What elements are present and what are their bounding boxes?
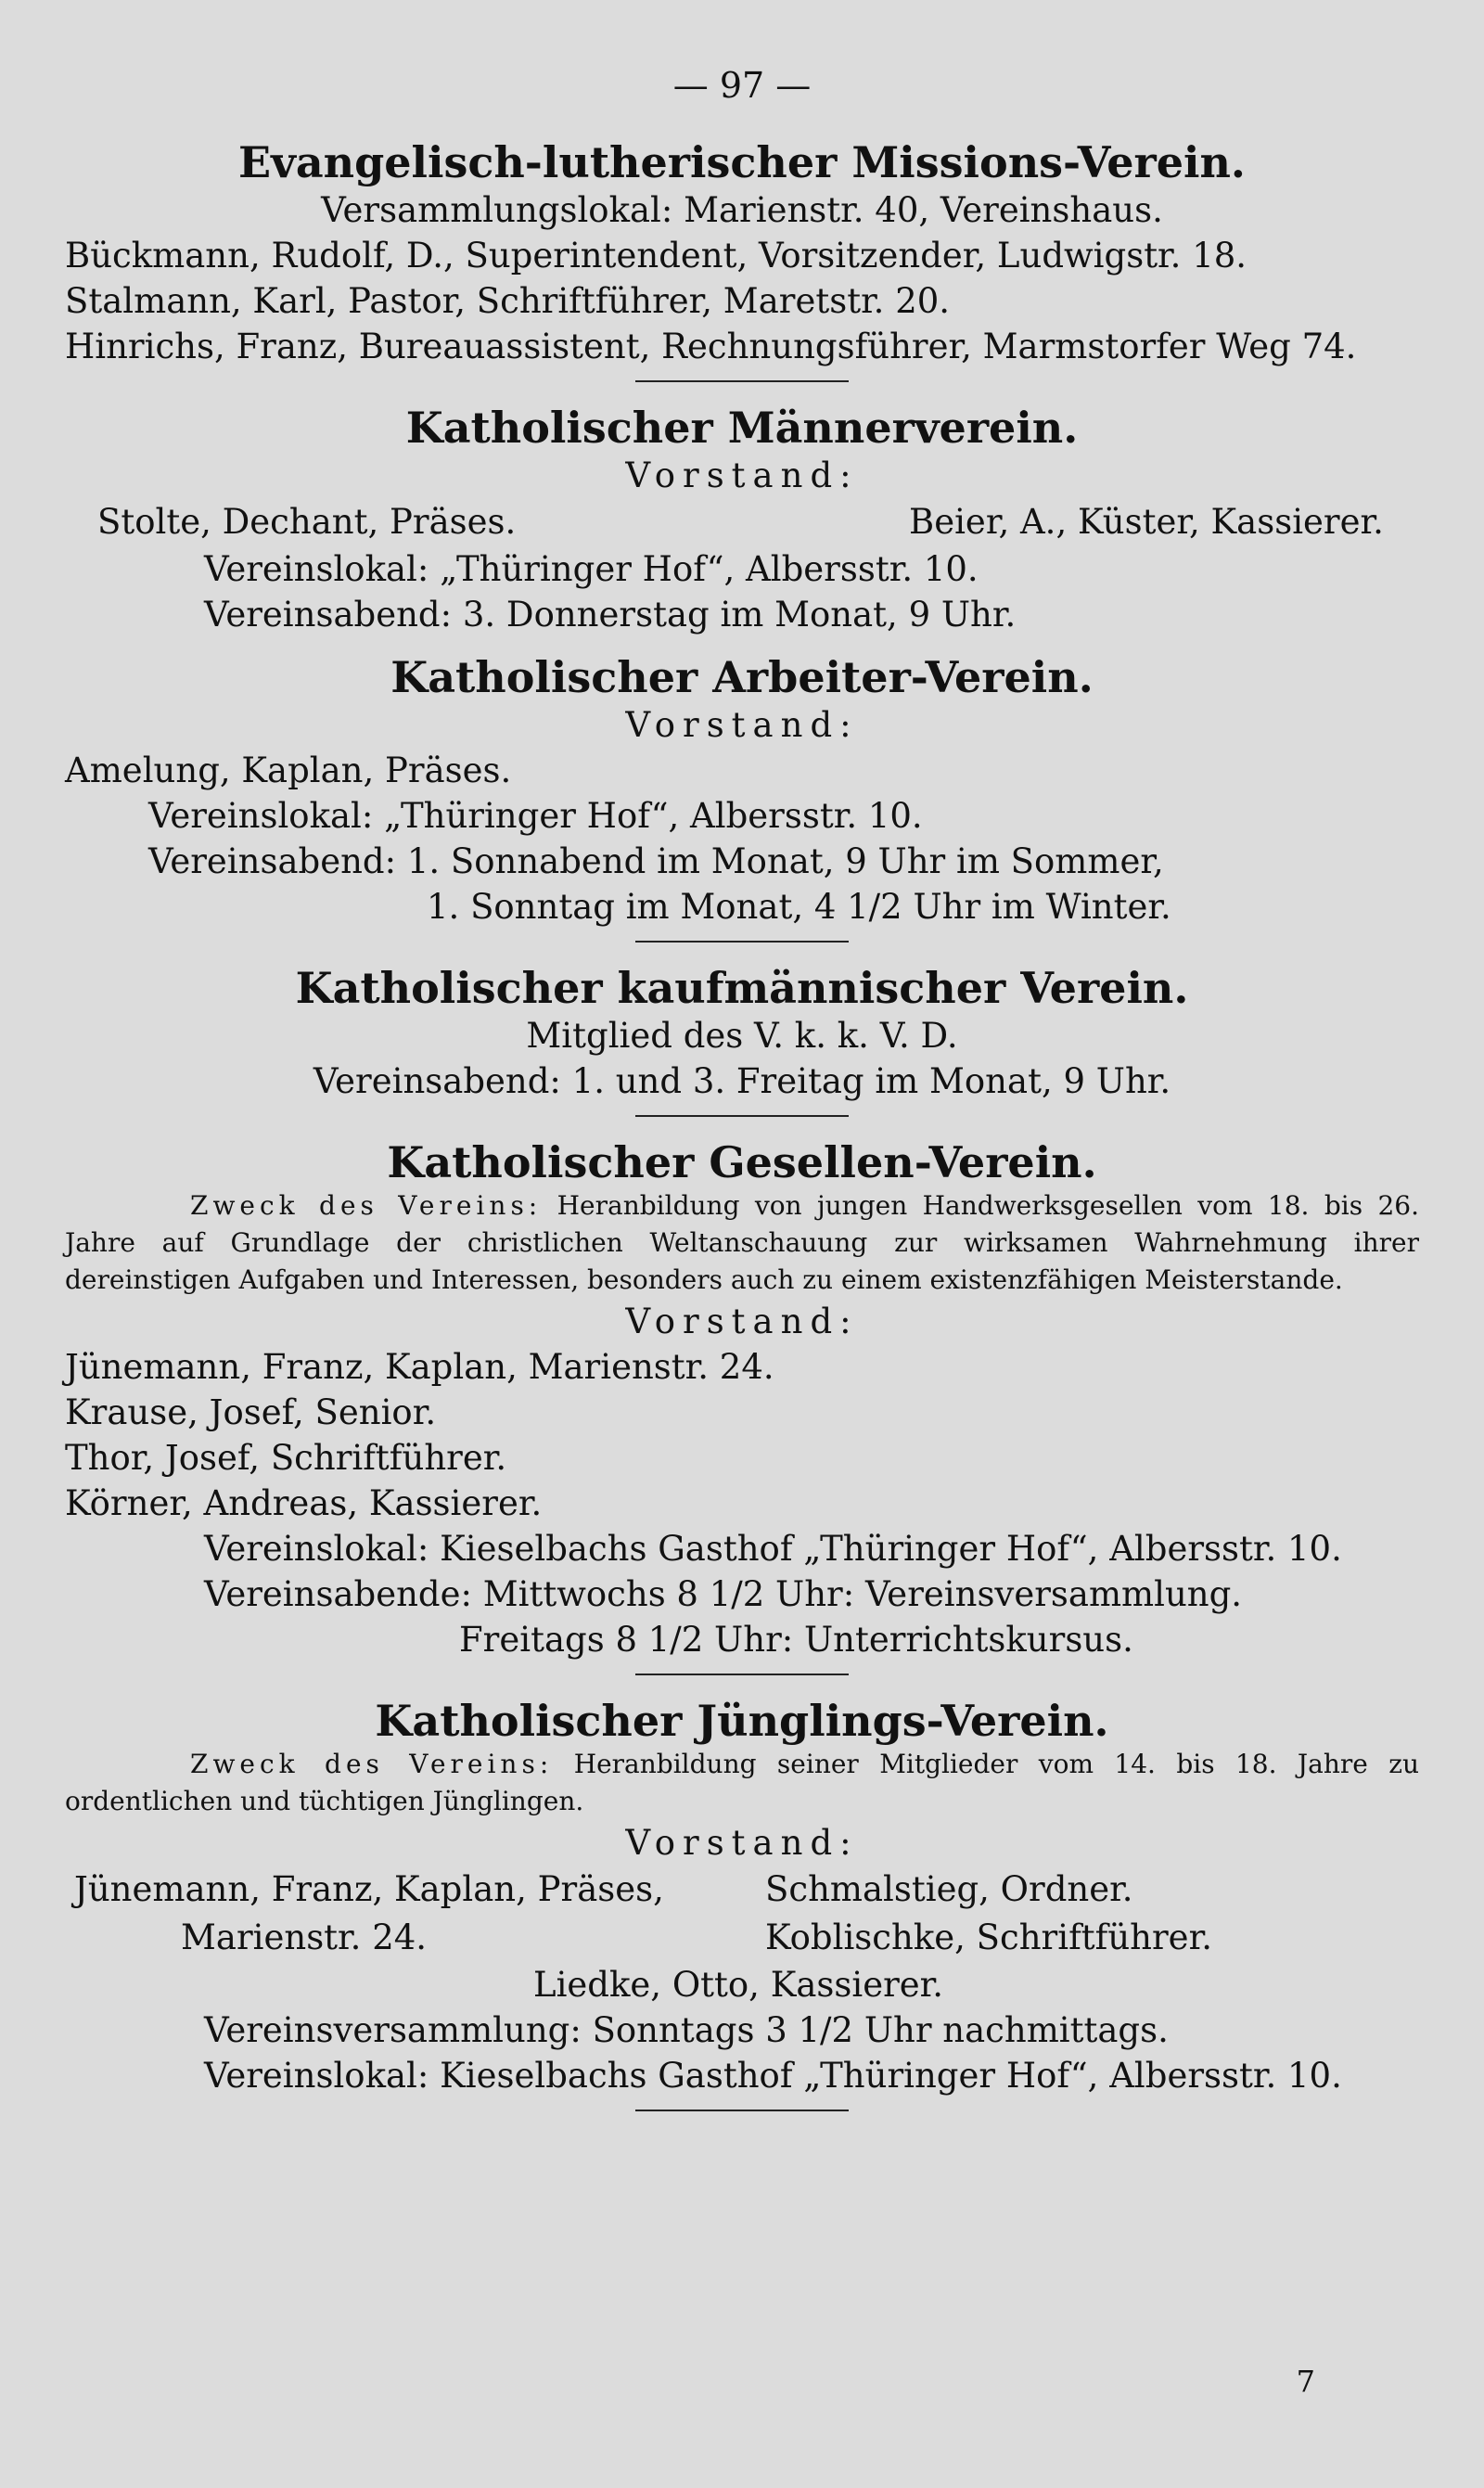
board-member: Jünemann, Franz, Kaplan, Präses,: [74, 1869, 664, 1909]
section-divider: [635, 380, 849, 382]
board-member: Liedke, Otto, Kassierer.: [533, 1965, 944, 2005]
section-divider: [635, 1674, 849, 1675]
section-katholischer-maennerverein: [65, 403, 1419, 637]
section-katholischer-juenglings-verein: [65, 1696, 1419, 2098]
section-title: Katholischer Jünglings-Verein.: [375, 1696, 1109, 1746]
meeting-time: Vereinsversammlung: Sonntags 3 1/2 Uhr nachmittags.: [204, 2010, 1169, 2050]
section-katholischer-kaufmaennischer-verein: [65, 963, 1419, 1104]
board-member: Thor, Josef, Schriftführer.: [65, 1438, 507, 1478]
membership: Mitglied des V. k. k. V. D.: [526, 1016, 958, 1056]
venue: Vereinslokal: Kieselbachs Gasthof „Thüringer Hof“, Albersstr. 10.: [204, 2056, 1342, 2096]
section-title: Katholischer kaufmännischer Verein.: [295, 963, 1189, 1013]
venue: Vereinslokal: „Thüringer Hof“, Albersstr. 10.: [204, 549, 979, 589]
board-member: Stolte, Dechant, Präses.: [97, 502, 517, 542]
board-label: Vorstand:: [625, 1302, 859, 1341]
member-line: Stalmann, Karl, Pastor, Schriftführer, Maretstr. 20.: [65, 281, 951, 321]
venue: Vereinslokal: Kieselbachs Gasthof „Thüringer Hof“, Albersstr. 10.: [204, 1529, 1342, 1569]
section-divider: [635, 1115, 849, 1117]
board-member: Amelung, Kaplan, Präses.: [65, 750, 512, 790]
venue: Vereinslokal: „Thüringer Hof“, Albersstr. 10.: [148, 796, 923, 836]
purpose-paragraph: [65, 1187, 1419, 1299]
section-title: Katholischer Gesellen-Verein.: [387, 1137, 1097, 1187]
board-member: Jünemann, Franz, Kaplan, Marienstr. 24.: [65, 1347, 774, 1387]
section-divider: [635, 2110, 849, 2111]
meeting-place: Versammlungslokal: Marienstr. 40, Vereinshaus.: [321, 190, 1163, 230]
board-member: Krause, Josef, Senior.: [65, 1392, 437, 1432]
club-evening: Vereinsabend: 1. und 3. Freitag im Monat, 9 Uhr.: [313, 1061, 1171, 1101]
board-row: [65, 1866, 1419, 1914]
board-label: Vorstand:: [625, 1823, 859, 1863]
section-katholischer-gesellen-verein: [65, 1137, 1419, 1662]
purpose-label: Zweck des Vereins:: [190, 1749, 554, 1779]
section-title: Katholischer Arbeiter-Verein.: [390, 652, 1094, 702]
club-evenings: Freitags 8 1/2 Uhr: Unterrichtskursus.: [459, 1620, 1133, 1660]
signature-mark: 7: [1296, 2364, 1315, 2399]
board-member: Körner, Andreas, Kassierer.: [65, 1483, 543, 1523]
board-address: Marienstr. 24.: [181, 1917, 428, 1957]
club-evening: 1. Sonntag im Monat, 4 1/2 Uhr im Winter.: [427, 887, 1171, 927]
member-line: Hinrichs, Franz, Bureauassistent, Rechnungsführer, Marmstorfer Weg 74.: [65, 327, 1357, 366]
purpose-text: Heranbildung seiner Mitglieder vom 14. bis 18. Jahre zu ordentlichen und tüchtigen Jünglingen.: [65, 1749, 1419, 1816]
section-divider: [635, 941, 849, 943]
board-row: [65, 1914, 1419, 1962]
board-label: Vorstand:: [625, 455, 859, 495]
board-member: Beier, A., Küster, Kassierer.: [909, 502, 1384, 542]
spacer: [65, 637, 1419, 652]
club-evening: Vereinsabend: 3. Donnerstag im Monat, 9 Uhr.: [204, 595, 1017, 635]
board-member: Schmalstieg, Ordner.: [765, 1869, 1133, 1909]
section-evangelisch-lutherischer-missions-verein: [65, 137, 1419, 369]
section-title: Katholischer Männerverein.: [405, 403, 1079, 453]
purpose-label: Zweck des Vereins:: [190, 1190, 543, 1221]
board-member: Koblischke, Schriftführer.: [765, 1917, 1212, 1957]
board-label: Vorstand:: [625, 705, 859, 745]
member-line: Bückmann, Rudolf, D., Superintendent, Vorsitzender, Ludwigstr. 18.: [65, 236, 1247, 276]
section-title: Evangelisch-lutherischer Missions-Verein.: [238, 137, 1246, 187]
club-evening: Vereinsabend: 1. Sonnabend im Monat, 9 Uhr im Sommer,: [148, 841, 1164, 881]
purpose-paragraph: [65, 1746, 1419, 1820]
page-number: — 97 —: [672, 65, 812, 106]
club-evenings: Vereinsabende: Mittwochs 8 1/2 Uhr: Vereinsversammlung.: [204, 1574, 1243, 1614]
board-row: [65, 498, 1419, 546]
section-katholischer-arbeiter-verein: [65, 652, 1419, 930]
purpose-text: Heranbildung von jungen Handwerksgesellen vom 18. bis 26. Jahre auf Grundlage der christlichen Weltanschauung zur wirksamen Wahrnehmung ihrer dereinstigen Aufgaben und Interessen, besonders auch zu einem existenzfähigen Meisterstande.: [65, 1190, 1419, 1295]
